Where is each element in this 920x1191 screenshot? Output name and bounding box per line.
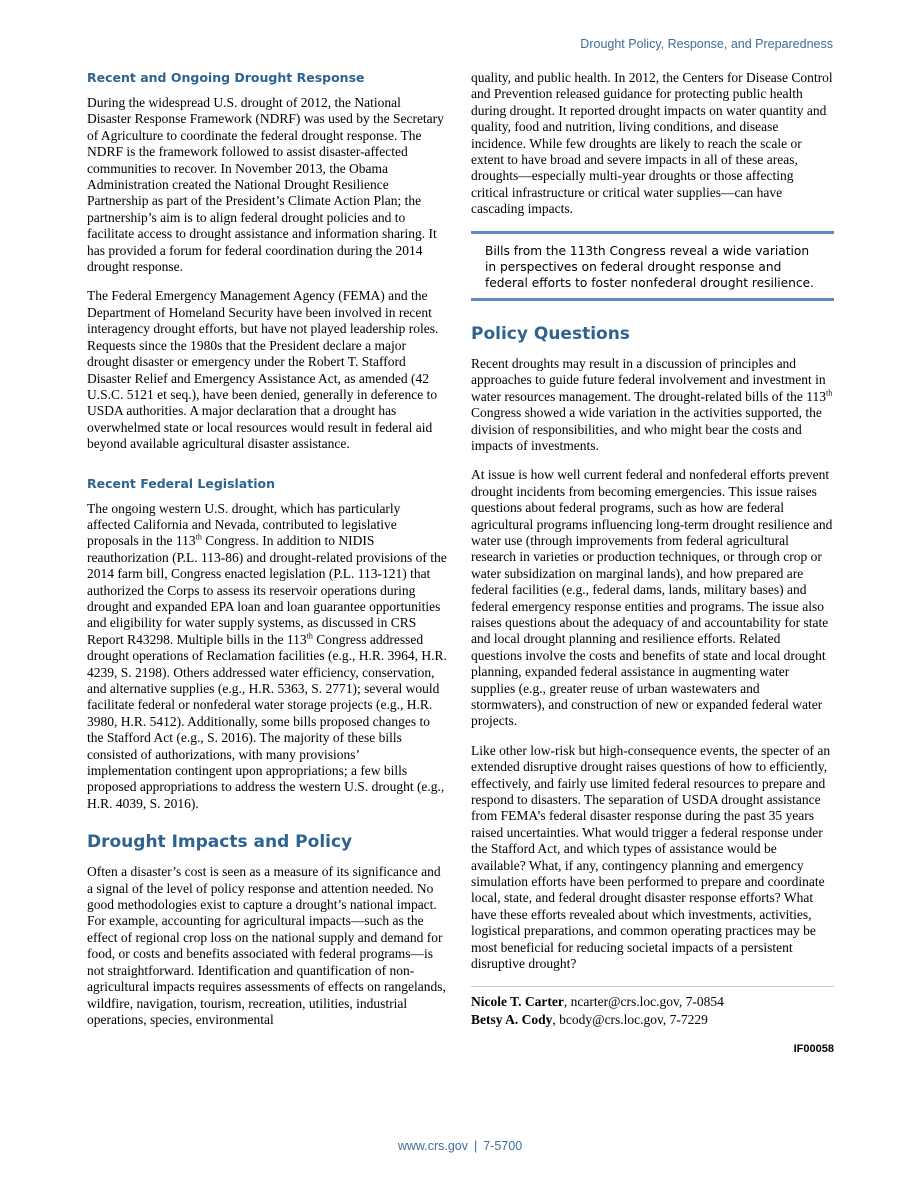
paragraph-impacts: Often a disaster’s cost is seen as a measure of its significance and a signal of the level of policy response and attention needed. No good methodologies exist to capture a drought’s national impact. For example, accounting for agricultural impacts—such as the effect of regional crop loss on the national supply and demand for food, or costs and benefits associated with federal programs—is not straightforward. Identification and quantification of non-agricultural impacts requires assessments of effects on rangelands, wildfire, navigation, tourism, recreation, utilities, industrial operations, species, environmental [87,864,446,1027]
paragraph-low-risk-events: Like other low-risk but high-consequence events, the specter of an extended disruptive drought raises questions of how to efficiently, effectively, and fairly use limited federal resources to prepare and respond to disasters. The separation of USDA drought assistance from FEMA’s federal disaster response during the past 35 years raised uncertainties. What would trigger a federal response under the Stafford Act, and which types of assistance would be available? What, if any, contingency planning and emergency simulation efforts have been performed to prepare and coordinate local, state, and federal drought disaster response efforts? What have these efforts revealed about which investments, activities, logistical preparations, and common operating practices may be most beneficial for reducing societal impacts of a persistent disruptive drought? [471,742,831,972]
paragraph-ndrf: During the widespread U.S. drought of 2012, the National Disaster Response Framework (NDRF) was used by the Secretary of Agriculture to coordinate the federal drought response. The NDRF is the framework followed to assist disaster-affected communities to recover. In November 2013, the Obama Administration created the National Drought Resilience Partnership as part of the President’s Climate Action Plan; the partnership’s aim is to align federal drought policies and to facilitate access to drought assistance and information sharing. It has provided a forum for federal coordination during the 2014 drought response. [87,95,444,275]
right-column [471,70,834,1055]
footer-phone: 7-5700 [483,1139,523,1153]
author-name: Nicole T. Carter [471,993,564,1009]
paragraph-public-health: quality, and public health. In 2012, the Centers for Disease Control and Prevention released guidance for protecting public health during drought. It reported drought impacts on water quantity and quality, food and nutrition, living conditions, and disease incidence. While few droughts are likely to reach the scale or extent to have broad and severe impacts in all of these areas, droughts—especially multi-year droughts or those affecting critical infrastructure or critical water supplies—can have cascading impacts. [471,70,833,217]
callout-text: Bills from the 113th Congress reveal a wide variation in perspectives on federal drought response and federal efforts to foster nonfederal drought resilience. [485,243,814,291]
footer-url-link[interactable]: www.crs.gov [397,1139,468,1153]
footer-separator: | [473,1139,478,1153]
contact-line [471,1011,834,1029]
left-column [87,70,447,1041]
heading-impacts-policy: Drought Impacts and Policy [87,832,353,853]
author-contacts [471,986,834,1029]
paragraph-legislation: The ongoing western U.S. drought, which has particularly affected California and Nevada, contributed to legislative proposals in the 113th Congress. In addition to NIDIS reauthorization (P.L. 113-86) and drought-related provisions of the 2014 farm bill, Congress enacted legislation (P.L. 113-121) that authorized the Corps to assess its reservoir operations during drought and expanded EPA loan and loan guarantee opportunities and eligibility for water supply systems, as discussed in CRS Report R43298. Multiple bills in the 113th Congress addressed drought operations of Reclamation facilities (e.g., H.R. 3964, H.R. 4239, S. 2198). Others addressed water efficiency, conservation, and alternative supplies (e.g., H.R. 5363, S. 2771); several would facilitate federal or nonfederal water storage projects (e.g., H.R. 3980, H.R. 5412). Additionally, some bills proposed changes to the Stafford Act (e.g., S. 2016). The majority of these bills consisted of authorizations, with many provisions’ implementation contingent upon appropriations; a few bills proposed appropriations to address the western U.S. drought (e.g., H.R. 4039, S. 2016). [87,500,447,811]
paragraph-fema: The Federal Emergency Management Agency (FEMA) and the Department of Homeland Security have been involved in recent interagency drought efforts, but have not played leadership roles. Requests since the 1980s that the President declare a major drought disaster or emergency under the Robert T. Stafford Disaster Relief and Emergency Assistance Act, as amended (42 U.S.C. 5121 et seq.), have been denied, generally in deference to USDA authorities. A major declaration that a drought has overwhelmed state or local resources would result in federal aid beyond available agricultural disaster assistance. [87,288,439,452]
callout-box [471,231,834,301]
heading-recent-response: Recent and Ongoing Drought Response [87,70,365,85]
paragraph-principles: Recent droughts may result in a discussion of principles and approaches to guide future federal involvement and investment in water resources management. The drought-related bills of the 113th Congress showed a wide variation in the activities supported, the division of responsibilities, and who might bear the costs and impacts of investments. [471,355,833,453]
page-footer [0,1139,920,1153]
running-header: Drought Policy, Response, and Preparedness [580,37,833,51]
product-code: IF00058 [793,1042,834,1055]
author-details: , ncarter@crs.loc.gov, 7-0854 [563,993,724,1009]
author-details: , bcody@crs.loc.gov, 7-7229 [552,1011,708,1027]
paragraph-at-issue: At issue is how well current federal and nonfederal efforts prevent drought incidents from becoming emergencies. This issue raises questions about federal programs, such as how are federal agricultural programs influencing long-term drought resilience and water use (through improvements from federal agricultural research in varieties or production techniques, or through crop or water subsidization on marginal lands), and how prepared are federal facilities (e.g., federal dams, lands, military bases) and federal emergency response entities and programs. The issue also raises questions about the adequacy of and accountability for state and local drought planning and resilience efforts. Related questions involve the costs and benefits of state and local drought planning, expanded federal assistance in augmenting water supplies (e.g., greater reuse of urban wastewaters and stormwaters), and construction of new or expanded federal water projects. [471,467,833,729]
contact-line [471,993,834,1011]
author-name: Betsy A. Cody [471,1011,553,1027]
heading-federal-legislation: Recent Federal Legislation [87,475,275,491]
heading-policy-questions: Policy Questions [471,323,630,344]
